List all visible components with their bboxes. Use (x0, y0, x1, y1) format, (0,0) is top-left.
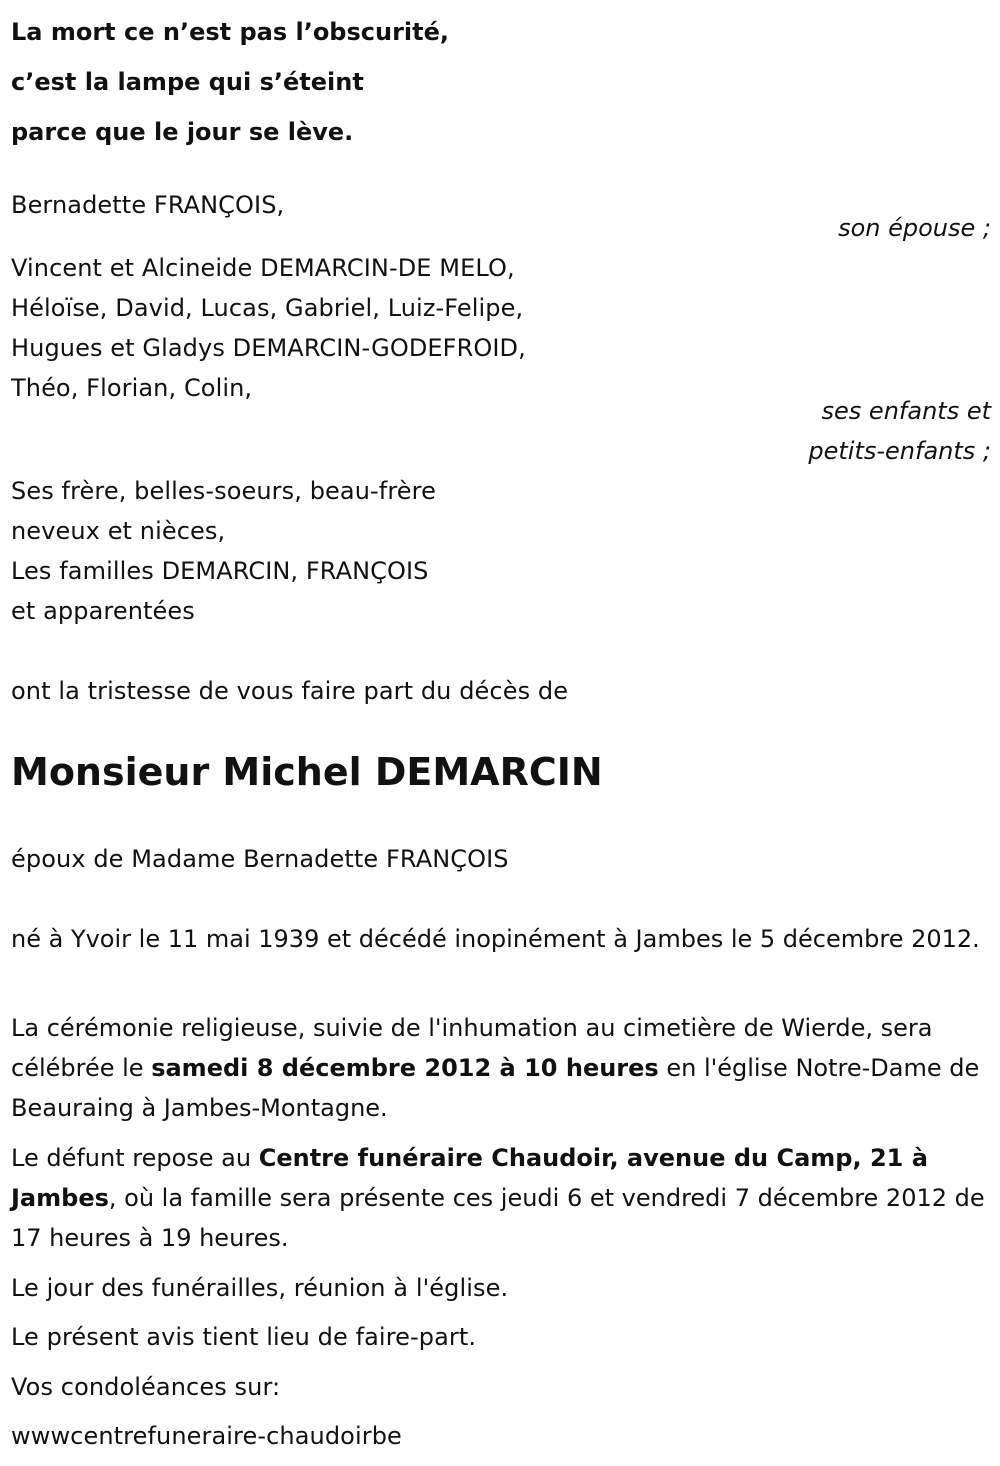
ceremony-date: samedi 8 décembre 2012 à 10 heures (151, 1054, 659, 1082)
children-role-line1: ses enfants et (821, 397, 991, 425)
repose-text-before: Le défunt repose au (11, 1144, 259, 1172)
children-line: Vincent et Alcineide DEMARCIN-DE MELO, (11, 254, 515, 282)
spouse-of: époux de Madame Bernadette FRANÇOIS (11, 845, 509, 873)
poem-line: La mort ce n’est pas l’obscurité, (11, 18, 450, 46)
repose-location: Centre funéraire Chaudoir, avenue du Camp, 21 à Jambes (11, 1144, 928, 1212)
funeral-day: Le jour des funérailles, réunion à l'église. (11, 1274, 509, 1302)
repose-paragraph (11, 1138, 986, 1258)
repose-text-after: , où la famille sera présente ces jeudi 6 et vendredi 7 décembre 2012 de 17 heures à 19 heures. (11, 1184, 985, 1252)
children-role-line2: petits-enfants ; (808, 437, 991, 465)
announcement: ont la tristesse de vous faire part du décès de (11, 677, 569, 705)
poem-line: c’est la lampe qui s’éteint (11, 68, 364, 96)
children-line: Hugues et Gladys DEMARCIN-GODEFROID, (11, 334, 526, 362)
poem-line: parce que le jour se lève. (11, 118, 354, 146)
spouse-name: Bernadette FRANÇOIS, (11, 191, 285, 219)
notice: Le présent avis tient lieu de faire-part. (11, 1323, 477, 1351)
poem (11, 7, 449, 157)
spouse-role: son épouse ; (838, 214, 991, 242)
ceremony-text-before: La cérémonie religieuse, suivie de l'inhumation au cimetière de Wierde, sera célébrée le (11, 1014, 933, 1082)
birth-death: né à Yvoir le 11 mai 1939 et décédé inopinément à Jambes le 5 décembre 2012. (11, 925, 980, 953)
condolences-label: Vos condoléances sur: (11, 1373, 281, 1401)
children-line: Héloïse, David, Lucas, Gabriel, Luiz-Felipe, (11, 294, 524, 322)
ceremony-text-after: en l'église Notre-Dame de Beauraing à Jambes-Montagne. (11, 1054, 980, 1122)
family-line: Les familles DEMARCIN, FRANÇOIS (11, 557, 429, 585)
ceremony-paragraph (11, 1008, 986, 1128)
family-line: neveux et nièces, (11, 517, 226, 545)
deceased-name: Monsieur Michel DEMARCIN (11, 750, 603, 794)
children-line: Théo, Florian, Colin, (11, 374, 253, 402)
family-list (11, 471, 436, 631)
children-list (11, 248, 526, 408)
website-link[interactable]: wwwcentrefuneraire-chaudoirbe (11, 1422, 402, 1450)
family-line: et apparentées (11, 597, 195, 625)
family-line: Ses frère, belles-soeurs, beau-frère (11, 477, 436, 505)
